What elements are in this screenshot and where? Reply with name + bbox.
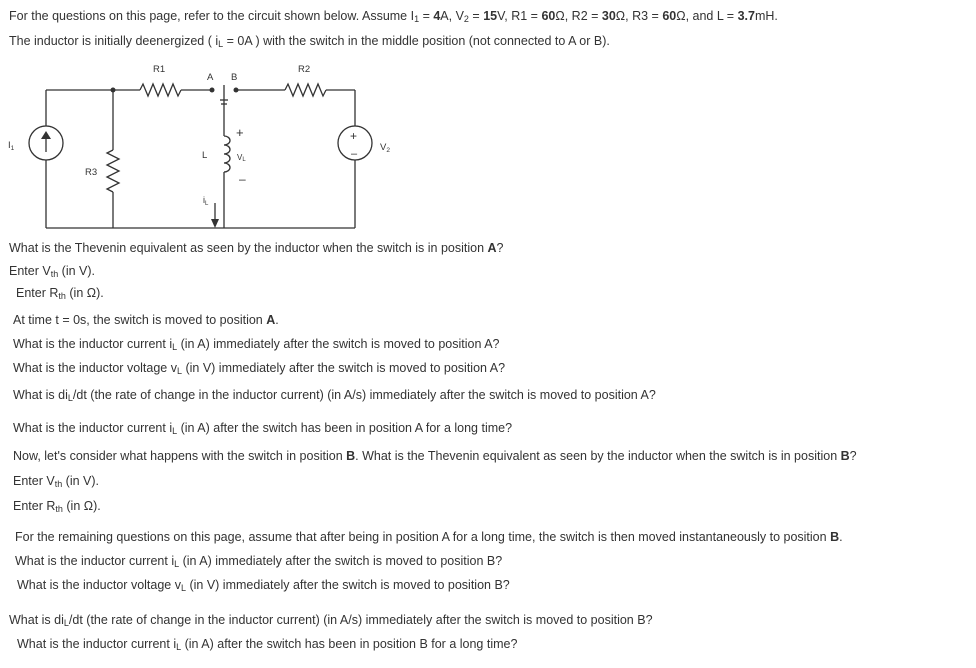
question-vth-b: Enter $V_{th}$ (in V). <box>13 474 100 489</box>
r3-label: R3 <box>85 167 98 178</box>
r1-value: 60 <box>541 9 556 23</box>
question-dildt-a: What is $di_L/dt$ (the rate of change in the inductor current) (in A/s) immediately after the switch is moved to position A? <box>13 388 656 403</box>
question-il-initial-a: What is the inductor current $i_L$ (in A) immediately after the switch is moved to position A? <box>13 337 500 352</box>
question-il-initial-b: What is the inductor current $i_L$ (in A) immediately after the switch is moved to position B? <box>15 554 503 569</box>
v2-value: 15 <box>483 9 498 23</box>
question-vth-a: Enter $V_{th}$ (in V). <box>9 264 96 279</box>
question-thevenin-a: What is the Thevenin equivalent as seen by the inductor when the switch is in position A? <box>9 241 504 255</box>
question-rth-a: Enter $R_{th}$ (in Ω). <box>16 286 104 301</box>
r2-label: R2 <box>298 64 311 75</box>
question-dildt-b: What is $di_L/dt$ (the rate of change in the inductor current) (in A/s) immediately after the switch is moved to position B? <box>9 613 653 628</box>
l-value: 3.7 <box>737 9 755 23</box>
il-label: $i_L$ <box>203 195 209 207</box>
vl-minus-sign: – <box>239 172 246 186</box>
i1-value: 4 <box>433 9 441 23</box>
inductor-coil <box>224 136 230 172</box>
r3-value: 60 <box>662 9 677 23</box>
terminal-a-label: A <box>207 72 214 83</box>
question-il-final-b: What is the inductor current $i_L$ (in A) after the switch has been in position B for a long time? <box>17 637 518 652</box>
terminal-b <box>234 88 239 93</box>
question-vl-initial-b: What is the inductor voltage $v_L$ (in V) immediately after the switch is moved to position B? <box>17 578 510 593</box>
statement-switch-to-a: At time t = 0s, the switch is moved to position A. <box>13 313 279 327</box>
v2-plus-sign: + <box>350 129 358 143</box>
r2-resistor <box>285 84 326 96</box>
vl-label: VL <box>237 153 246 163</box>
inductor-label: L <box>202 150 208 161</box>
v2-label: $V_2$ <box>380 142 390 154</box>
problem-statement-line-1: For the questions on this page, refer to the circuit shown below. Assume $I_1 = 4A$, $V_2 = 15V$, R1 = 60Ω, R2 = 30Ω, R3 = 60Ω, and L = 3.7mH. <box>9 9 778 24</box>
problem-statement-line-2: The inductor is initially deenergized ( $i_L = 0A$ ) with the switch in the middle position (not connected to A or B). <box>9 34 610 49</box>
r1-label: R1 <box>153 64 166 75</box>
question-thevenin-b: Now, let's consider what happens with the switch in position B. What is the Thevenin equivalent as seen by the inductor when the switch is in position B? <box>13 449 857 463</box>
circuit-diagram <box>0 58 420 236</box>
statement-switch-to-b: For the remaining questions on this page, assume that after being in position A for a long time, the switch is then moved instantaneously to position B. <box>15 530 843 544</box>
r2-value: 30 <box>601 9 616 23</box>
r1-resistor <box>140 84 181 96</box>
question-vl-initial-a: What is the inductor voltage $v_L$ (in V) immediately after the switch is moved to position A? <box>13 361 506 376</box>
terminal-b-label: B <box>231 72 238 83</box>
r3-node <box>111 88 116 93</box>
terminal-a <box>210 88 215 93</box>
i1-label: $I_1$ <box>8 140 15 152</box>
question-rth-b: Enter $R_{th}$ (in Ω). <box>13 499 101 514</box>
i1-arrow <box>41 131 51 139</box>
v2-minus-sign: – <box>351 148 358 160</box>
vl-plus-sign: + <box>236 125 244 140</box>
il-arrow <box>211 219 219 228</box>
r3-resistor <box>107 150 119 192</box>
question-il-final-a: What is the inductor current $i_L$ (in A) after the switch has been in position A for a long time? <box>13 421 513 436</box>
